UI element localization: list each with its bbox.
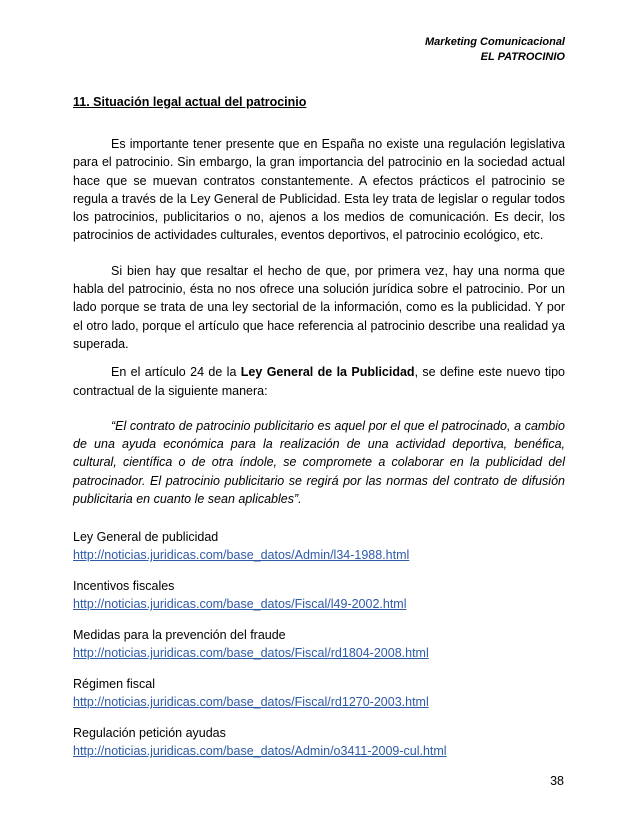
reference-link[interactable]: http://noticias.juridicas.com/base_datos/Fiscal/rd1804-2008.html bbox=[73, 646, 429, 661]
section-heading: 11. Situación legal actual del patrocinio bbox=[73, 95, 307, 109]
body-text bbox=[73, 135, 565, 773]
header-chapter-title: EL PATROCINIO bbox=[480, 51, 565, 63]
reference-title: Incentivos fiscales bbox=[73, 579, 175, 594]
reference-item bbox=[73, 577, 565, 613]
reference-item bbox=[73, 626, 565, 662]
law-name-bold: Ley General de la Publicidad bbox=[240, 365, 415, 380]
page-number: 38 bbox=[550, 774, 564, 788]
reference-title: Ley General de publicidad bbox=[73, 530, 219, 545]
paragraph-2: Si bien hay que resaltar el hecho de que, por primera vez, hay una norma que habla del patrocinio, ésta no nos ofrece una solución jurídica sobre el patrocinio. Por un lado porque se trata de una ley sectorial de la información, como es la publicidad. Y por el otro lado, porque el artículo que hace referencia al patrocinio describe una realidad ya superada. bbox=[73, 263, 565, 351]
reference-link[interactable]: http://noticias.juridicas.com/base_datos/Admin/o3411-2009-cul.html bbox=[73, 744, 447, 759]
running-header bbox=[425, 35, 565, 65]
paragraph-3-start: En el artículo 24 de la bbox=[111, 365, 241, 380]
paragraph-3 bbox=[73, 363, 565, 400]
header-course-title: Marketing Comunicacional bbox=[425, 36, 565, 48]
legal-quote: “El contrato de patrocinio publicitario es aquel por el que el patrocinado, a cambio de una ayuda económica para la realización de una actividad deportiva, benéfica, cultural, científica o de otra índole, se compromete a colaborar en la publicidad del patrocinador. El patrocinio publicitario se regirá por las normas del contrato de difusión publicitaria en cuanto le sean aplicables”. bbox=[73, 418, 565, 507]
reference-item bbox=[73, 724, 565, 760]
paragraph-3-end: , se define este nuevo tipo contractual de la siguiente manera: bbox=[73, 365, 566, 398]
reference-item bbox=[73, 528, 565, 564]
reference-title: Regulación petición ayudas bbox=[73, 726, 226, 741]
reference-list bbox=[73, 528, 565, 760]
reference-title: Régimen fiscal bbox=[73, 677, 155, 692]
reference-link[interactable]: http://noticias.juridicas.com/base_datos/Admin/l34-1988.html bbox=[73, 548, 410, 563]
paragraph-1: Es importante tener presente que en España no existe una regulación legislativa para el patrocinio. Sin embargo, la gran importancia del patrocinio en la sociedad actual hace que se muevan contratos constantemente. A efectos prácticos el patrocinio se regula a través de la Ley General de Publicidad. Esta ley trata de legislar o regular todos los patrocinios, publicitarios o no, ajenos a los medios de comunicación. Es decir, los patrocinios de actividades culturales, eventos deportivos, el patrocinio ecológico, etc. bbox=[73, 137, 565, 243]
reference-link[interactable]: http://noticias.juridicas.com/base_datos/Fiscal/l49-2002.html bbox=[73, 597, 407, 612]
reference-title: Medidas para la prevención del fraude bbox=[73, 628, 286, 643]
reference-item bbox=[73, 675, 565, 711]
reference-link[interactable]: http://noticias.juridicas.com/base_datos/Fiscal/rd1270-2003.html bbox=[73, 695, 429, 710]
